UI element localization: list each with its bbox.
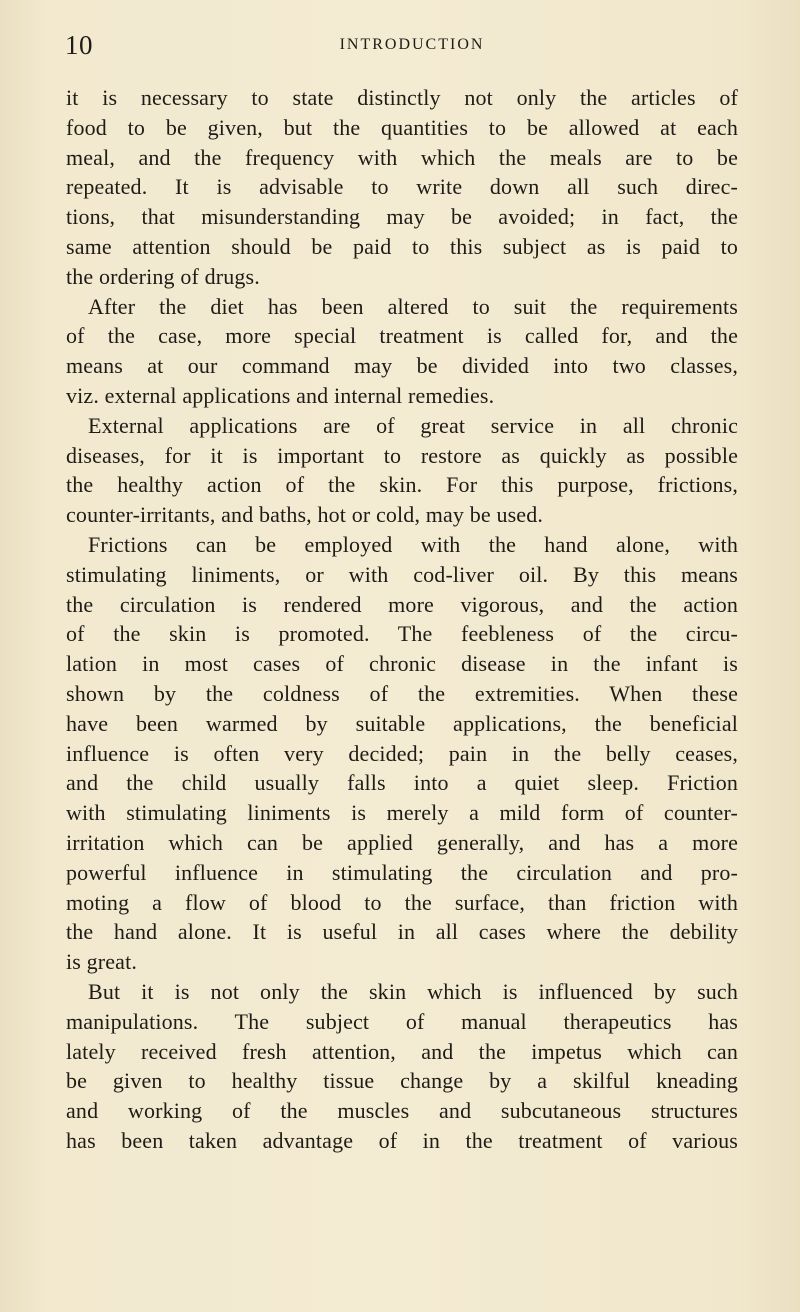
running-title: INTRODUCTION [339, 36, 485, 53]
text-line: the circulation is rendered more vigorous, and the action [66, 591, 738, 617]
text-line: of the skin is promoted. The feebleness of the circu- [66, 621, 738, 647]
text-line: moting a flow of blood to the surface, than friction with [66, 889, 738, 915]
text-line: means at our command may be divided into two classes, [66, 353, 738, 379]
text-line: and the child usually falls into a quiet sleep. Friction [66, 770, 738, 796]
text-line: influence is often very decided; pain in the belly ceases, [66, 740, 738, 766]
text-line: diseases, for it is important to restore as quickly as possible [66, 442, 738, 468]
text-line: lately received fresh attention, and the impetus which can [66, 1038, 738, 1064]
text-line: same attention should be paid to this subject as is paid to [66, 233, 738, 259]
text-line: have been warmed by suitable applications, the beneficial [66, 710, 738, 736]
text-line: viz. external applications and internal remedies. [66, 382, 495, 408]
text-line: of the case, more special treatment is called for, and the [66, 323, 738, 349]
text-line: lation in most cases of chronic disease in the infant is [66, 651, 738, 677]
text-line: it is necessary to state distinctly not only the articles of [66, 85, 738, 110]
text-line: the hand alone. It is useful in all cases where the debility [66, 919, 738, 945]
text-line: with stimulating liniments is merely a mild form of counter- [66, 800, 738, 826]
text-line: repeated. It is advisable to write down all such direc- [66, 174, 738, 200]
text-line: the healthy action of the skin. For this purpose, frictions, [66, 472, 738, 498]
text-line: manipulations. The subject of manual therapeutics has [66, 1008, 738, 1034]
text-line: tions, that misunderstanding may be avoided; in fact, the [66, 204, 738, 230]
text-line: meal, and the frequency with which the meals are to be [66, 144, 738, 170]
text-line: and working of the muscles and subcutaneous structures [66, 1098, 738, 1124]
text-line: the ordering of drugs. [66, 263, 260, 289]
text-line: Frictions can be employed with the hand alone, with [88, 531, 738, 557]
text-line: irritation which can be applied generally, and has a more [66, 829, 738, 855]
text-line: powerful influence in stimulating the circulation and pro- [66, 859, 738, 885]
text-line: counter-irritants, and baths, hot or cold, may be used. [66, 502, 544, 528]
text-line: But it is not only the skin which is influenced by such [88, 978, 738, 1004]
text-line: shown by the coldness of the extremities. When these [66, 680, 738, 706]
text-line: is great. [66, 949, 137, 975]
page-number: 10 [65, 30, 93, 60]
body-text [66, 83, 738, 1156]
text-line: food to be given, but the quantities to be allowed at each [66, 114, 738, 140]
text-line: External applications are of great service in all chronic [88, 412, 738, 438]
text-line: After the diet has been altered to suit the requirements [88, 293, 738, 319]
text-line: stimulating liniments, or with cod-liver oil. By this means [66, 561, 738, 587]
text-line: be given to healthy tissue change by a skilful kneading [66, 1068, 738, 1094]
text-line: has been taken advantage of in the treatment of various [66, 1127, 738, 1153]
